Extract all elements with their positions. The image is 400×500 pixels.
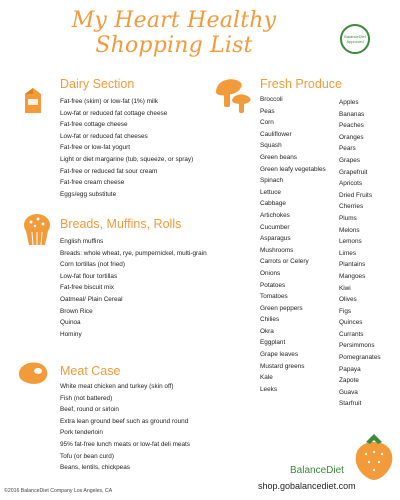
list-item: Zapote xyxy=(339,377,359,385)
list-item: Potatoes xyxy=(260,281,286,289)
breads-list xyxy=(60,236,207,340)
list-item: Onions xyxy=(260,269,281,277)
list-item: Peaches xyxy=(339,122,364,130)
list-item: Breads: whole wheat, rye, pumpernickel, multi-grain xyxy=(60,249,207,257)
seal-text: BalanceDiet Approved xyxy=(344,34,366,44)
list-item: Eggs/egg substitute xyxy=(60,190,117,198)
list-item: Papaya xyxy=(339,365,361,373)
list-item: Pork tenderloin xyxy=(60,429,103,437)
list-item: Plantains xyxy=(339,261,366,269)
list-item: Starfruit xyxy=(339,400,362,408)
list-item: Limes xyxy=(339,249,357,257)
list-item: Kiwi xyxy=(339,284,351,292)
list-item: Oranges xyxy=(339,133,364,141)
breads-section xyxy=(60,217,207,340)
list-item: Grape leaves xyxy=(260,351,299,359)
list-item: Apricots xyxy=(339,180,363,188)
list-item: Mustard greens xyxy=(260,362,305,370)
steak-icon xyxy=(16,360,50,386)
list-item: Hominy xyxy=(60,330,82,338)
list-item: Lemons xyxy=(339,238,362,246)
list-item: Figs xyxy=(339,307,352,315)
list-item: Mushrooms xyxy=(260,246,294,254)
list-item: Tomatoes xyxy=(260,293,288,301)
list-item: Extra lean ground beef such as ground round xyxy=(60,417,189,425)
muffin-icon xyxy=(22,212,52,246)
brand-logo-text: BalanceDiet xyxy=(290,465,344,476)
list-item: Grapefruit xyxy=(339,168,368,176)
list-item: Lettuce xyxy=(260,188,281,196)
list-item: Light or diet margarine (tub, squeeze, or spray) xyxy=(60,155,194,163)
list-item: Broccoli xyxy=(260,96,283,103)
meat-list xyxy=(60,381,190,474)
meat-section-title: Meat Case xyxy=(60,364,121,378)
list-item: Fat-free cream cheese xyxy=(60,179,125,187)
list-item: Carrots or Celery xyxy=(260,258,309,266)
list-item: Melons xyxy=(339,226,360,234)
list-item: Dried Fruits xyxy=(339,191,373,199)
list-item: Persimmons xyxy=(339,342,375,350)
list-item: Fat-free or low-fat yogurt xyxy=(60,144,130,152)
list-item: Quinoa xyxy=(60,319,81,327)
list-item: Pears xyxy=(339,145,356,153)
list-item: Guava xyxy=(339,388,358,396)
list-item: Olives xyxy=(339,296,357,304)
list-item: Fat-free (skim) or low-fat (1%) milk xyxy=(60,98,158,105)
approved-seal xyxy=(340,24,370,54)
list-item: Corn xyxy=(260,119,274,127)
list-item: Cabbage xyxy=(260,200,286,208)
list-item: Beans, lentils, chickpeas xyxy=(60,464,130,472)
list-item: Mangoes xyxy=(339,272,366,280)
list-item: Cherries xyxy=(339,203,364,211)
list-item: Quinces xyxy=(339,319,363,327)
list-item: Fat-free or reduced fat sour cream xyxy=(60,167,158,175)
list-item: Chilies xyxy=(260,316,280,324)
list-item: Pomegranates xyxy=(339,354,381,362)
shop-url-link[interactable]: shop.gobalancediet.com xyxy=(258,481,356,491)
list-item: Spinach xyxy=(260,177,284,185)
list-item: White meat chicken and turkey (skin off) xyxy=(60,383,174,390)
dairy-section xyxy=(60,77,193,200)
list-item: Bananas xyxy=(339,110,365,118)
list-item: Green peppers xyxy=(260,304,303,312)
produce-vegetables-list xyxy=(260,94,326,395)
milk-carton-icon xyxy=(22,86,44,114)
strawberry-icon xyxy=(352,430,396,482)
list-item: Green leafy vegetables xyxy=(260,165,326,173)
list-item: Asparagus xyxy=(260,235,291,243)
list-item: Cucumber xyxy=(260,223,290,231)
list-item: Tofu (or bean curd) xyxy=(60,452,114,460)
list-item: Oatmeal/ Plain Cereal xyxy=(60,295,123,303)
list-item: Apples xyxy=(339,99,359,106)
list-item: Artichokes xyxy=(260,211,290,219)
produce-section-title: Fresh Produce xyxy=(260,77,342,91)
list-item: English muffins xyxy=(60,238,104,245)
list-item: Fat-free biscuit mix xyxy=(60,284,114,292)
dairy-list xyxy=(60,96,193,200)
list-item: Low-fat or reduced fat cheeses xyxy=(60,132,148,140)
page-title: My Heart Healthy Shopping List xyxy=(71,8,277,58)
breads-section-title: Breads, Muffins, Rolls xyxy=(60,217,182,231)
list-item: Currants xyxy=(339,330,364,338)
list-item: Low-fat flour tortillas xyxy=(60,272,118,280)
mushroom-icon xyxy=(210,72,254,116)
list-item: Brown Rice xyxy=(60,307,93,315)
list-item: Beef, round or sirloin xyxy=(60,406,119,414)
list-item: Fish (not battered) xyxy=(60,394,113,402)
list-item: Corn tortillas (not fried) xyxy=(60,261,125,269)
produce-fruits-list xyxy=(339,97,381,410)
list-item: Grapes xyxy=(339,156,360,164)
list-item: Fat-free cottage cheese xyxy=(60,121,128,129)
list-item: Leeks xyxy=(260,385,278,393)
list-item: Okra xyxy=(260,327,274,335)
list-item: Green beans xyxy=(260,153,297,161)
list-item: 95% fat-free lunch meats or low-fat deli meats xyxy=(60,440,191,448)
copyright-text: ©2016 BalanceDiet Company Los Angeles, CA xyxy=(4,488,113,494)
list-item: Eggplant xyxy=(260,339,286,347)
list-item: Plums xyxy=(339,214,357,222)
list-item: Squash xyxy=(260,142,282,150)
list-item: Kale xyxy=(260,374,273,382)
dairy-section-title: Dairy Section xyxy=(60,77,135,91)
list-item: Cauliflower xyxy=(260,130,292,138)
list-item: Peas xyxy=(260,107,275,115)
meat-section xyxy=(60,364,190,474)
list-item: Low-fat or reduced fat cottage cheese xyxy=(60,109,168,117)
